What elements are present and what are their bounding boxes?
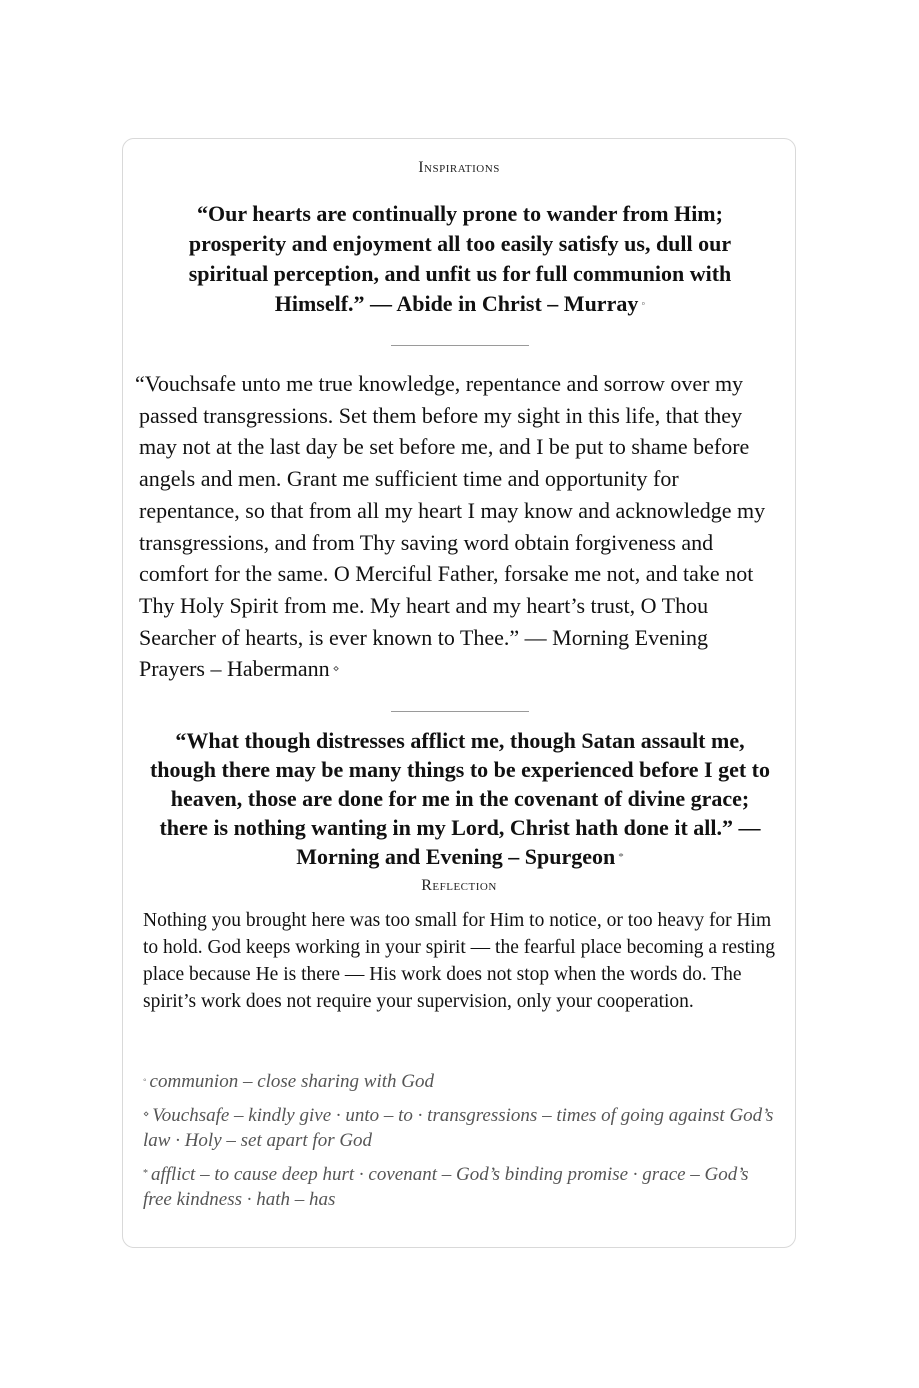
footnote-marker-circle: ◦: [641, 298, 646, 310]
note-text: Vouchsafe – kindly give · unto – to · transgressions – times of going against God’s law · Holy – set apart for God: [143, 1105, 774, 1151]
quote-murray-text: “Our hearts are continually prone to wander from Him; prosperity and enjoyment all too easily satisfy us, dull our spiritual perception, and unfit us for full communion with Himself.” — Abide in Christ – Murray: [188, 201, 732, 316]
inspirations-heading: Inspirations: [418, 159, 500, 176]
note-marker: *: [143, 1168, 148, 1179]
glossary-note: [143, 1068, 778, 1094]
glossary-note: [143, 1102, 778, 1153]
footnote-marker-diamond: ⋄: [332, 663, 340, 676]
quote-spurgeon: [148, 726, 772, 872]
glossary-notes: [143, 1068, 778, 1220]
glossary-note: [143, 1161, 778, 1212]
quote-murray: [161, 199, 759, 319]
divider-rule: [391, 345, 529, 346]
quote-habermann: [135, 368, 779, 686]
reflection-heading: Reflection: [421, 877, 497, 894]
quote-spurgeon-text: “What though distresses afflict me, though Satan assault me, though there may be many things to be experienced before I get to heaven, those are done for me in the covenant of divine grace; there is nothing wanting in my Lord, Christ hath done it all.” — Morning and Evening – Spurgeon: [149, 728, 771, 869]
reflection-text: Nothing you brought here was too small for Him to notice, or too heavy for Him to hold. God keeps working in your spirit — the fearful place becoming a resting place because He is there — His work does not stop when the words do. The spirit’s work does not require your supervision, only your cooperation.: [143, 910, 775, 1012]
footnote-marker-asterisk: *: [618, 851, 624, 863]
note-marker: ◦: [143, 1075, 147, 1086]
note-text: afflict – to cause deep hurt · covenant – God’s binding promise · grace – God’s free kindness · hath – has: [143, 1164, 749, 1210]
devotional-card: [122, 138, 796, 1248]
divider-rule: [391, 711, 529, 712]
quote-habermann-text: “Vouchsafe unto me true knowledge, repentance and sorrow over my passed transgressions. Set them before my sight in this life, that they may not at the last day be set before me, and I be put to shame before angels and men. Grant me sufficient time and opportunity for repentance, so that from all my heart I may know and acknowledge my transgressions, and from Thy saving word obtain forgiveness and comfort for the same. O Merciful Father, forsake me not, and take not Thy Holy Spirit from me. My heart and my heart’s trust, O Thou Searcher of hearts, is ever known to Thee.” — Morning Evening Prayers – Habermann: [135, 371, 766, 682]
note-text: communion – close sharing with God: [149, 1071, 435, 1092]
note-marker: ⋄: [143, 1109, 150, 1120]
